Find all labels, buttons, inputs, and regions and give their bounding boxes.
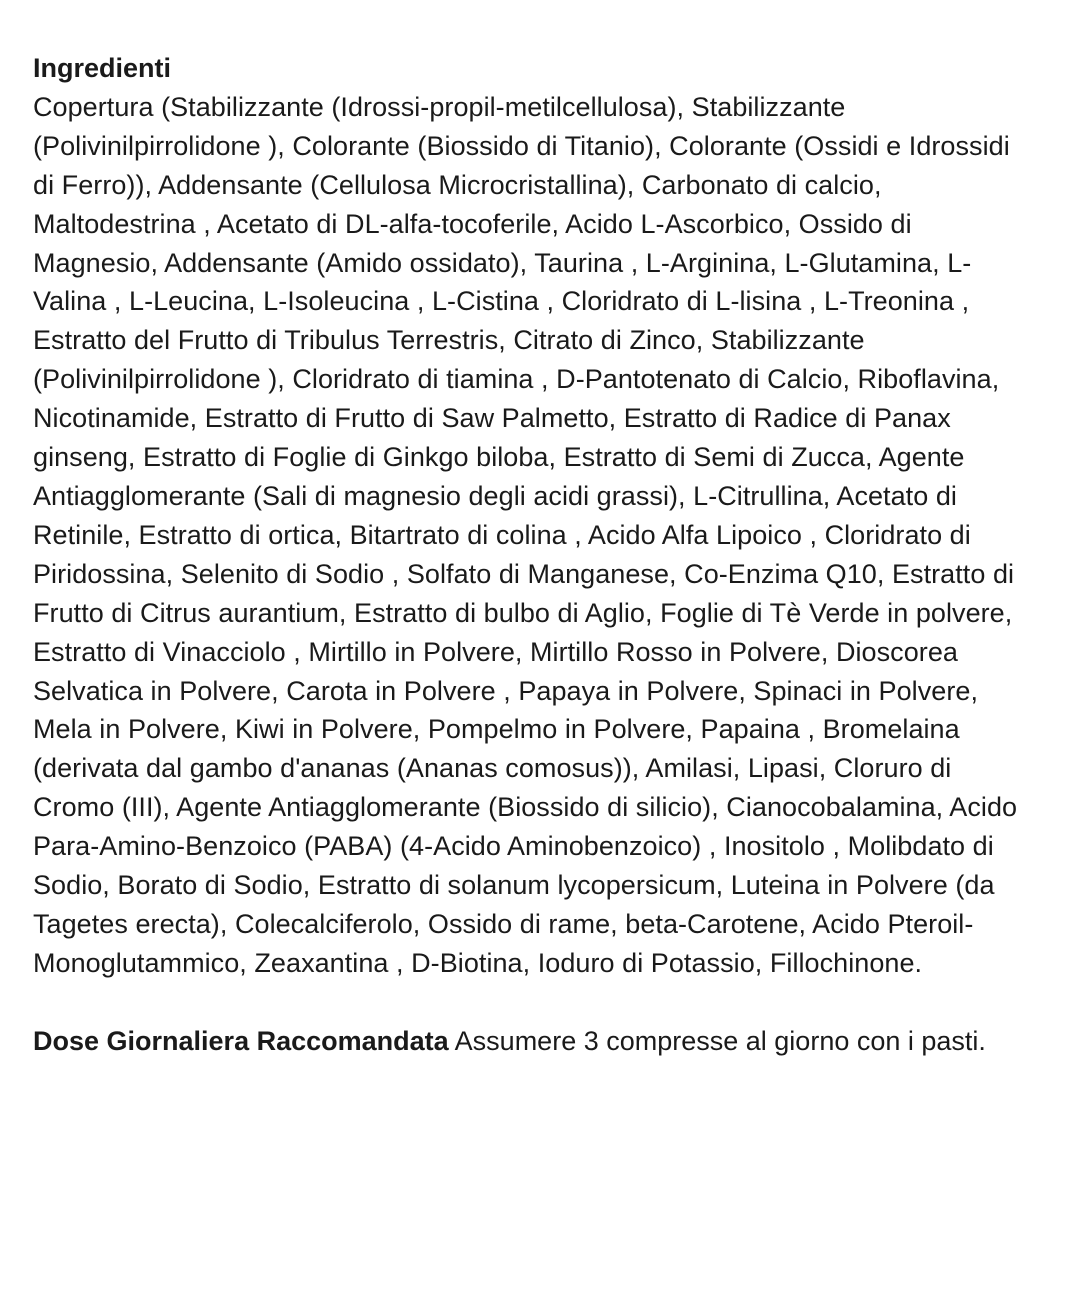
- product-info: [33, 49, 1023, 1061]
- ingredients-heading: Ingredienti: [33, 53, 172, 83]
- daily-dose-label: Dose Giornaliera Raccomandata: [33, 1025, 449, 1056]
- ingredients-list: Copertura (Stabilizzante (Idrossi-propil-metilcellulosa), Stabilizzante (Polivinilpirrolidone ), Colorante (Biossido di Titanio), Colorante (Ossidi e Idrossidi di Ferro)), Addensante (Cellulosa Microcristallina), Carbonato di calcio, Maltodestrina , Acetato di DL-alfa-tocoferile, Acido L-Ascorbico, Ossido di Magnesio, Addensante (Amido ossidato), Taurina , L-Arginina, L-Glutamina, L-Valina , L-Leucina, L-Isoleucina , L-Cistina , Cloridrato di L-lisina , L-Treonina , Estratto del Frutto di Tribulus Terrestris, Citrato di Zinco, Stabilizzante (Polivinilpirrolidone ), Cloridrato di tiamina , D-Pantotenato di Calcio, Riboflavina, Nicotinamide, Estratto di Frutto di Saw Palmetto, Estratto di Radice di Panax ginseng, Estratto di Foglie di Ginkgo biloba, Estratto di Semi di Zucca, Agente Antiagglomerante (Sali di magnesio degli acidi grassi), L-Citrullina, Acetato di Retinile, Estratto di ortica, Bitartrato di colina , Acido Alfa Lipoico , Cloridrato di Piridossina, Selenito di Sodio , Solfato di Manganese, Co-Enzima Q10, Estratto di Frutto di Citrus aurantium, Estratto di bulbo di Aglio, Foglie di Tè Verde in polvere, Estratto di Vinacciolo , Mirtillo in Polvere, Mirtillo Rosso in Polvere, Dioscorea Selvatica in Polvere, Carota in Polvere , Papaya in Polvere, Spinaci in Polvere, Mela in Polvere, Kiwi in Polvere, Pompelmo in Polvere, Papaina , Bromelaina (derivata dal gambo d'ananas (Ananas comosus)), Amilasi, Lipasi, Cloruro di Cromo (III), Agente Antiagglomerante (Biossido di silicio), Cianocobalamina, Acido Para-Amino-Benzoico (PABA) (4-Acido Aminobenzoico) , Inositolo , Molibdato di Sodio, Borato di Sodio, Estratto di solanum lycopersicum, Luteina in Polvere (da Tagetes erecta), Colecalciferolo, Ossido di rame, beta-Carotene, Acido Pteroil-Monoglutammico, Zeaxantina , D-Biotina, Ioduro di Potassio, Fillochinone.: [33, 91, 1018, 978]
- daily-dose: [33, 1022, 993, 1061]
- daily-dose-text: Assumere 3 compresse al giorno con i pasti.: [448, 1025, 986, 1056]
